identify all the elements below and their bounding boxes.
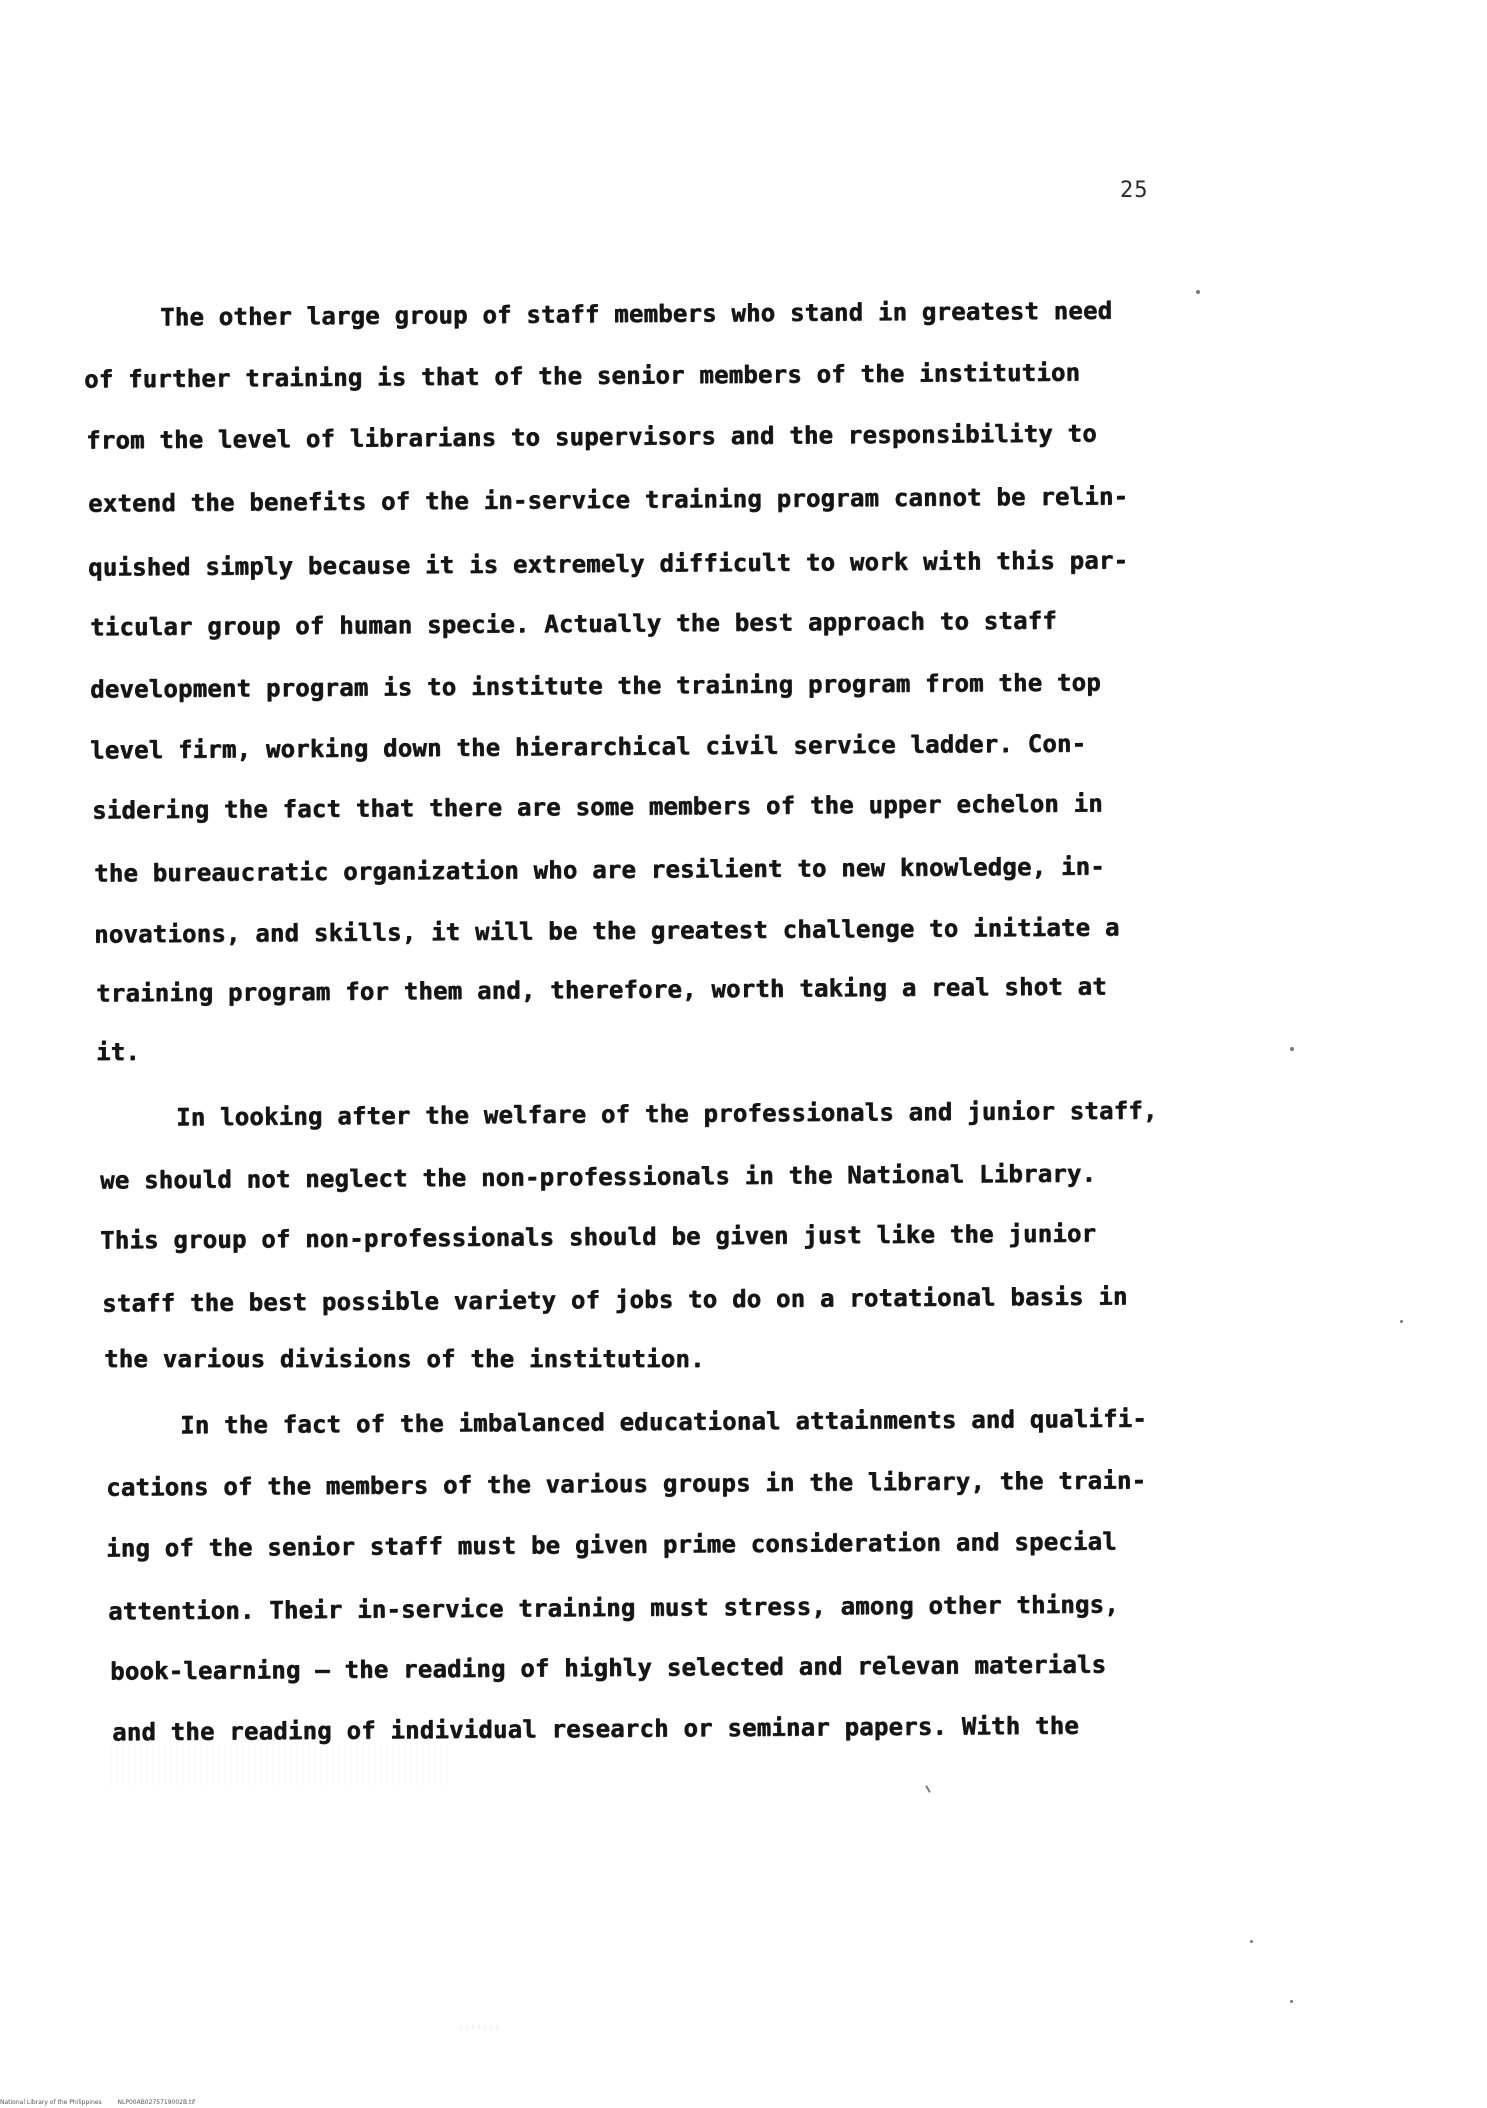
scan-speck [1400, 1320, 1403, 1323]
text-line: it. [96, 1038, 140, 1066]
scan-speck [1250, 1940, 1253, 1943]
text-line: and the reading of individual research or seminar papers. With the [111, 1711, 1079, 1747]
scan-speck [925, 1785, 931, 1793]
scan-smudge [110, 1745, 450, 1785]
text-line: attention. Their in-service training must stress, among other things, [107, 1590, 1119, 1626]
text-line: In the fact of the imbalanced educational attainments and qualifi- [179, 1404, 1147, 1440]
text-line: the various divisions of the institution. [104, 1345, 705, 1373]
text-line: ing of the senior staff must be given prime consideration and special [105, 1527, 1117, 1563]
text-line: training program for them and, therefore, worth taking a real shot at [95, 972, 1107, 1008]
page-number: 25 [1120, 178, 1149, 203]
text-line: staff the best possible variety of jobs to do on a rotational basis in [101, 1282, 1128, 1318]
text-line: The other large group of staff members who stand in greatest need [159, 296, 1113, 332]
text-line: quished simply because it is extremely difficult to work with this par- [87, 546, 1129, 582]
text-line: sidering the fact that there are some members of the upper echelon in [91, 789, 1103, 825]
scan-smudge [460, 2025, 500, 2029]
scan-speck [1290, 1047, 1294, 1051]
text-line: This group of non-professionals should be given just like the junior [99, 1219, 1097, 1255]
text-line: we should not neglect the non-professionals in the National Library. [99, 1159, 1097, 1195]
text-line: book-learning — the reading of highly selected and relevan materials [109, 1650, 1107, 1686]
footer-id: NLP00AB0275719002B.tif [117, 2099, 196, 2106]
footer-source: National Library of the Philippines [0, 2099, 102, 2106]
scan-speck [1196, 290, 1200, 294]
text-line: level firm, working down the hierarchical civil service ladder. Con- [89, 729, 1087, 765]
text-line: from the level of librarians to supervisors and the responsibility to [85, 419, 1097, 455]
text-line: cations of the members of the various groups in the library, the train- [105, 1466, 1147, 1502]
text-line: ticular group of human specie. Actually the best approach to staff [89, 606, 1057, 642]
text-line: novations, and skills, it will be the greatest challenge to initiate a [93, 913, 1120, 949]
scan-speck [1290, 2000, 1293, 2003]
text-line: the bureaucratic organization who are resilient to new knowledge, in- [93, 852, 1105, 888]
text-line: of further training is that of the senior members of the institution [83, 358, 1081, 394]
text-line: In looking after the welfare of the professionals and junior staff, [175, 1096, 1158, 1132]
text-line: extend the benefits of the in-service training program cannot be relin- [87, 482, 1129, 518]
text-line: development program is to institute the training program from the top [89, 668, 1101, 704]
scan-footer [0, 2099, 209, 2106]
